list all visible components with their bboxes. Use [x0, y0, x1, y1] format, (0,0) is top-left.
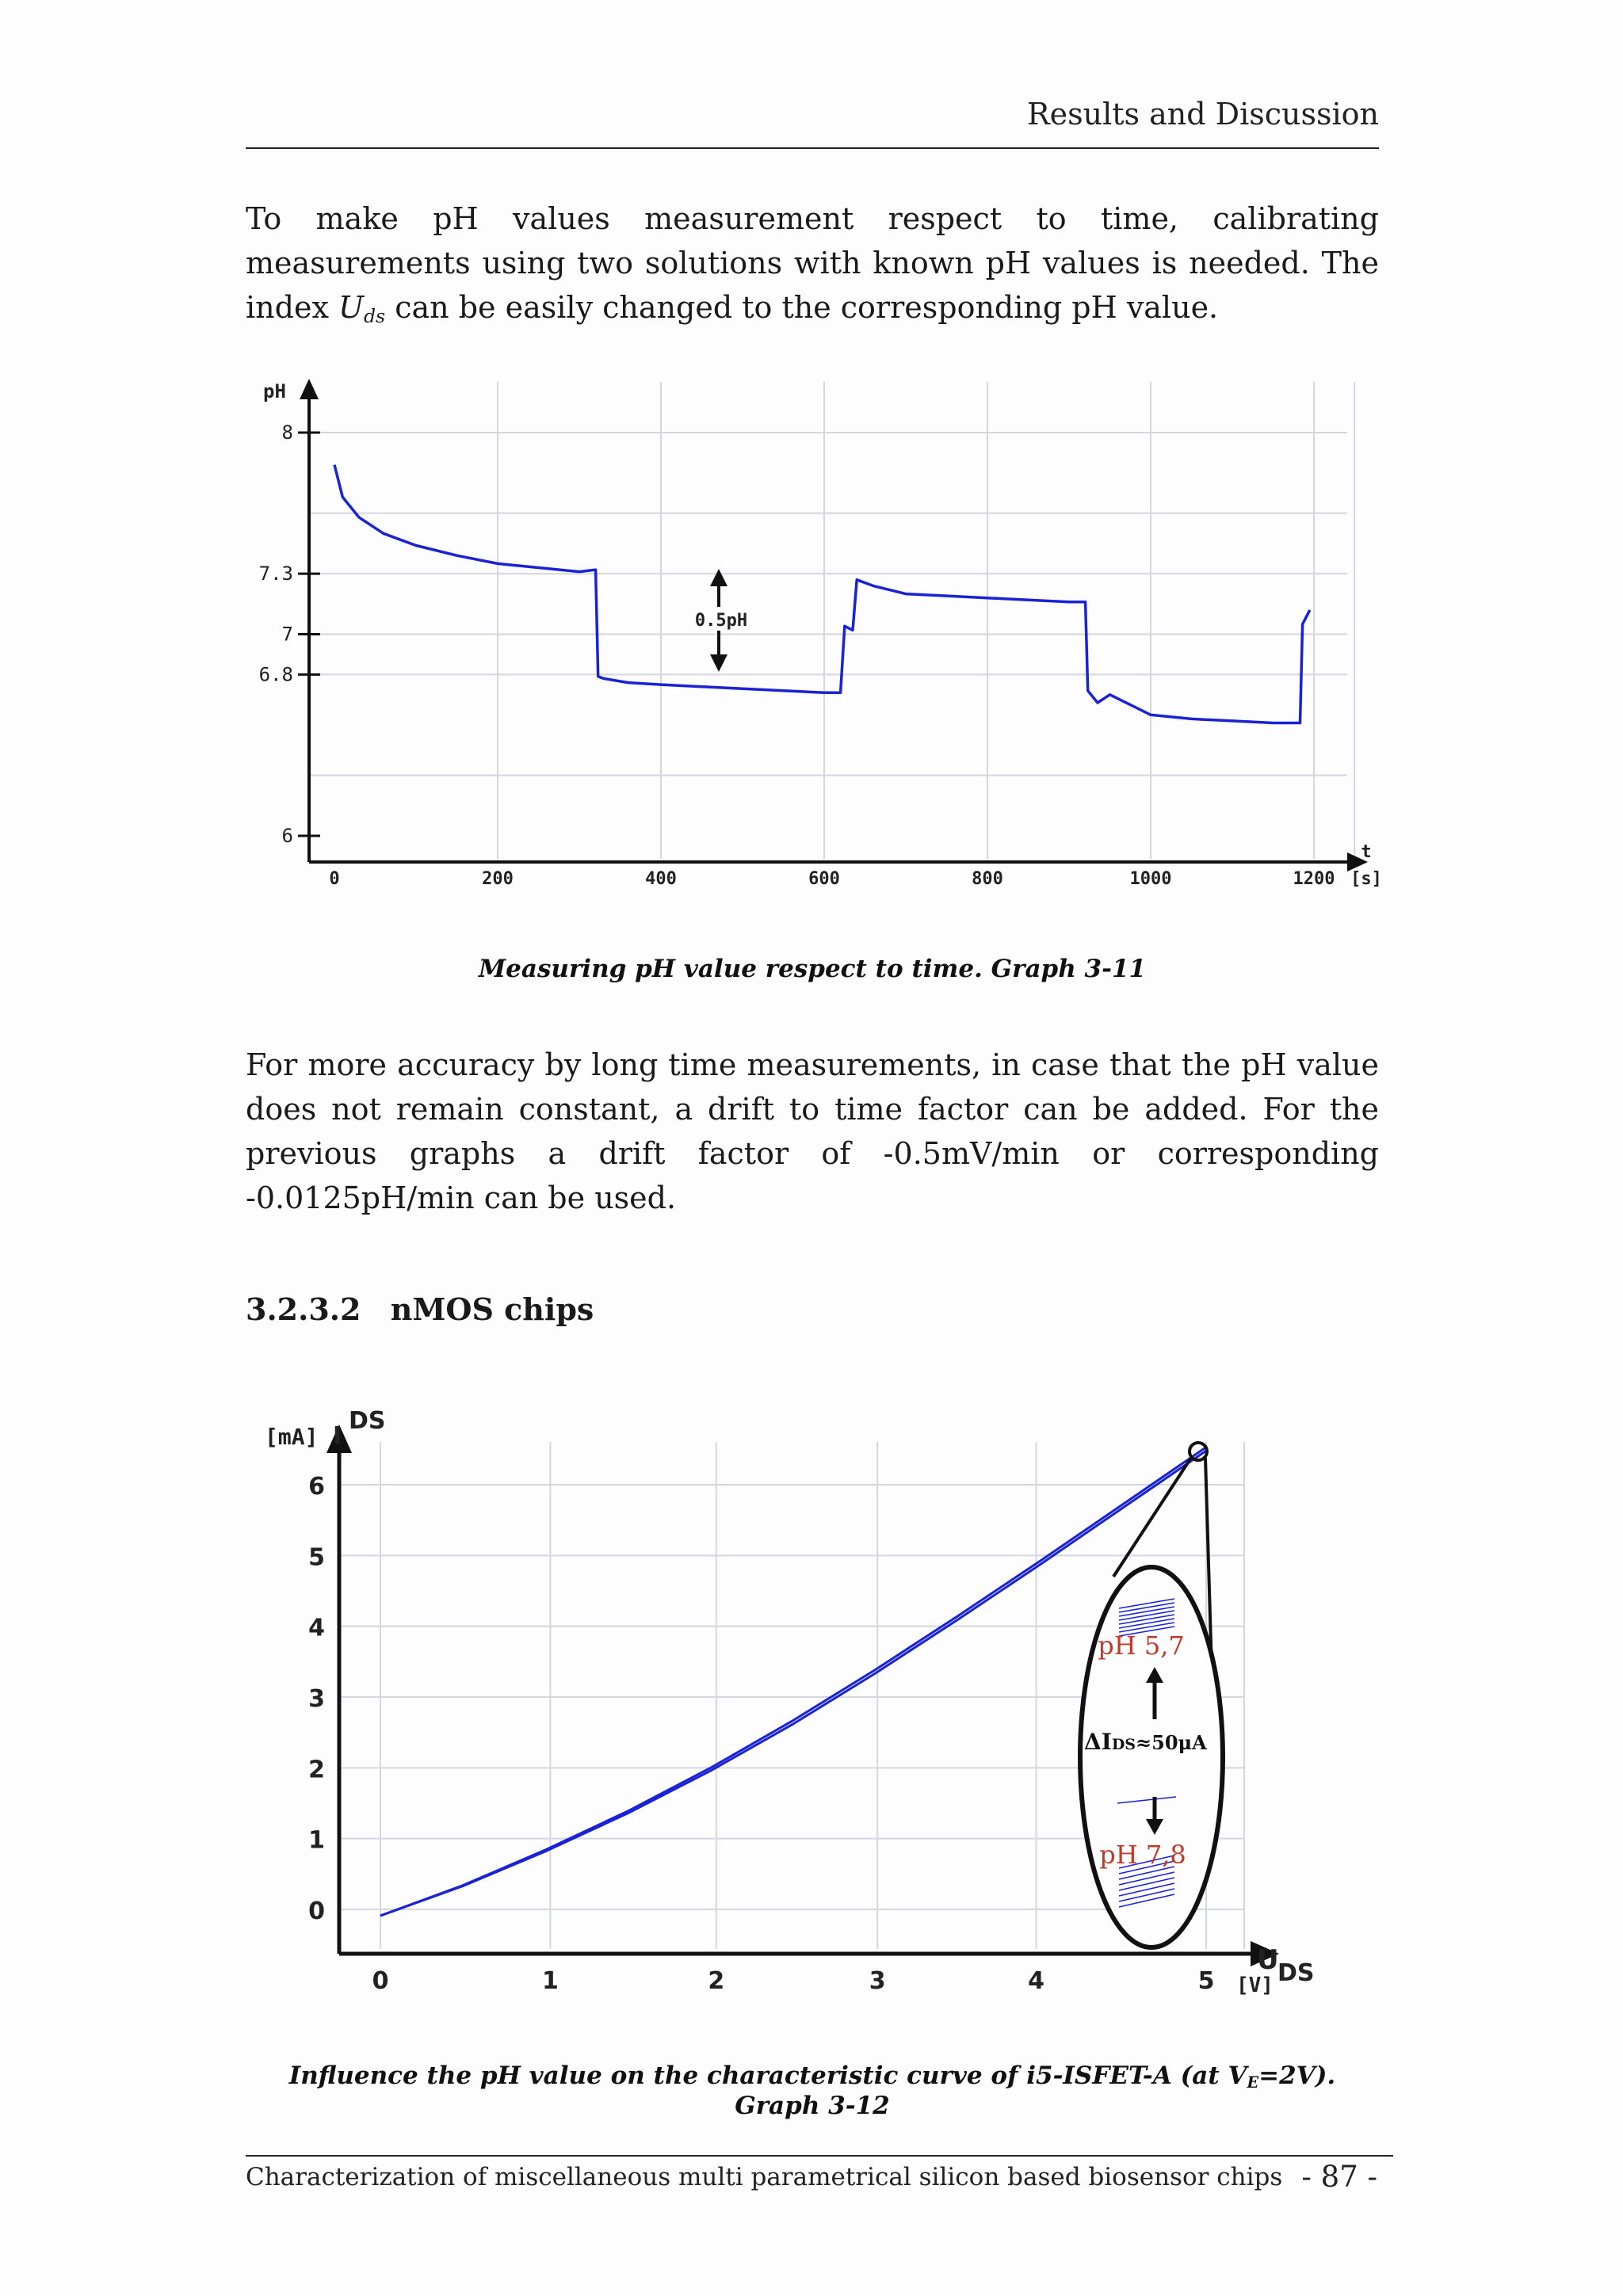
- section-title: Results and Discussion: [1027, 97, 1379, 132]
- graph2-inset-ellipse: [1080, 1567, 1223, 1947]
- footer-text: Characterization of miscellaneous multi parametrical silicon based biosensor chips: [246, 2163, 1283, 2191]
- graph2-y-tick-label: 0: [308, 1897, 325, 1925]
- graph2-y-tick-label: 1: [308, 1826, 325, 1855]
- graph2-inset-label-top: pH 5,7: [1098, 1630, 1185, 1661]
- graph2-y-tick-label: 2: [308, 1756, 325, 1784]
- intro-var-sub: ds: [363, 304, 386, 327]
- graph1-annotation: 0.5pH: [694, 611, 748, 631]
- graph2-series-line-1: [380, 1447, 1206, 1916]
- graph1-x-tick-label: 1200: [1293, 869, 1335, 889]
- graph2-x-label-sub: DS: [1277, 1959, 1315, 1987]
- page-footer: [246, 2155, 1393, 2194]
- intro-text-after: can be easily changed to the corresponding pH value.: [385, 290, 1219, 325]
- heading-number: 3.2.3.2: [246, 1291, 361, 1327]
- graph1-y-tick-label: 6.8: [258, 663, 293, 686]
- graph2-x-unit: [V]: [1236, 1974, 1274, 1997]
- intro-var: U: [338, 290, 364, 325]
- graph1-y-tick-label: 8: [281, 421, 293, 444]
- graph2-y-label-main: I: [333, 1422, 342, 1450]
- graph1-y-label: pH: [263, 380, 286, 402]
- graph2-caption-before: Influence the pH value on the characteristic curve of i5-ISFET-A (at V: [288, 2061, 1247, 2090]
- graph2-x-tick-label: 0: [372, 1967, 389, 1995]
- graph2-caption-sub: E: [1247, 2073, 1259, 2092]
- graph2-y-tick-label: 5: [308, 1543, 325, 1572]
- graph2-inset-annotation: ΔIDS≈50μA: [1084, 1729, 1207, 1755]
- graph1-x-tick-label: 400: [645, 869, 677, 889]
- graph2-x-tick-label: 3: [869, 1967, 886, 1995]
- graph1-x-tick-label: 0: [329, 869, 340, 889]
- graph1-y-tick-label: 6: [281, 825, 293, 847]
- graph1-x-tick-label: 200: [482, 869, 514, 889]
- graph2-x-label-main: U: [1257, 1944, 1279, 1976]
- graph1-x-tick-label: 1000: [1129, 869, 1172, 889]
- graph1-y-tick-label: 7: [281, 623, 293, 646]
- graph2-x-tick-label: 2: [708, 1967, 725, 1995]
- intro-text-before: To make pH values measurement respect to time, calibrating measurements using two solutions with known pH values is needed. The index: [246, 201, 1379, 325]
- graph1-x-tick-label: 600: [808, 869, 840, 889]
- graph2-x-tick-label: 4: [1028, 1967, 1045, 1995]
- graph2-zoom-line-left: [1113, 1458, 1191, 1577]
- graph1-x-tick-label: 800: [972, 869, 1003, 889]
- graph1-x-unit: [s]: [1350, 869, 1382, 889]
- graph1-caption: Measuring pH value respect to time. Graph 3-11: [478, 955, 1147, 983]
- graph1-y-tick-label: 7.3: [258, 563, 293, 585]
- graph2-y-tick-label: 3: [308, 1685, 325, 1713]
- graph2-caption: [246, 2061, 1379, 2120]
- page-number: - 87 -: [1301, 2160, 1377, 2194]
- graph2-x-tick-label: 5: [1197, 1967, 1215, 1995]
- graph2-x-tick-label: 1: [541, 1967, 559, 1995]
- graph2-y-tick-label: 6: [308, 1473, 325, 1501]
- graph2-caption-after: =2V). Graph 3-12: [735, 2061, 1336, 2120]
- graph2-y-label-sub: DS: [349, 1407, 386, 1435]
- graph2-y-tick-label: 4: [308, 1614, 325, 1642]
- graph1-x-label: t: [1361, 842, 1372, 862]
- graph2-y-unit: [mA]: [265, 1424, 319, 1450]
- drift-paragraph: For more accuracy by long time measurements, in case that the pH value does not remain constant, a drift to time factor can be added. For the previous graphs a drift factor of -0.5mV/min or corresponding -0.0125pH/min can be used.: [246, 1047, 1379, 1215]
- graph2-series-line-2: [380, 1451, 1206, 1916]
- graph2-inset-label-bottom: pH 7,8: [1099, 1840, 1186, 1870]
- heading-title: nMOS chips: [390, 1291, 594, 1327]
